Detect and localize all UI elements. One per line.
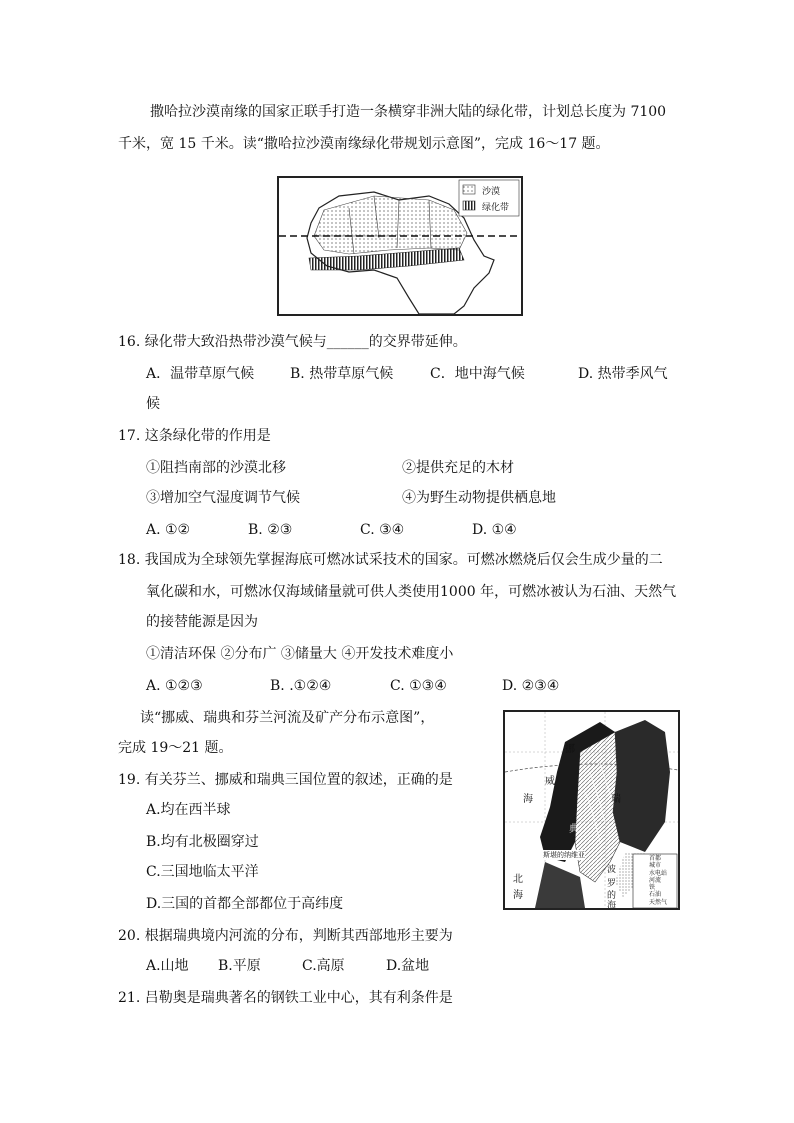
q20-option-b: B.平原: [218, 958, 261, 974]
q18-statements: ①清洁环保 ②分布广 ③储量大 ④开发技术难度小: [146, 646, 454, 662]
q17-option-d: D. ①④: [472, 522, 517, 538]
map2-label-norway-2: 威: [545, 776, 555, 787]
map2-label-sweden-2: 瑞: [611, 794, 621, 805]
q18-line-1: 18. 我国成为全球领先掌握海底可燃冰试采技术的国家。可燃冰燃烧后仅会生成少量的二: [118, 552, 663, 568]
q17-statement-2: ②提供充足的木材: [402, 460, 514, 476]
map2-label-baltic-3: 的: [607, 891, 617, 901]
q17-option-b: B. ②③: [248, 522, 293, 538]
q19-option-a: A.均在西半球: [146, 802, 231, 818]
q16-option-d-continued: 候: [146, 396, 160, 412]
map2-label-sweden-1: 典: [569, 824, 579, 835]
intro-line-2: 千米，宽 15 千米。读“撒哈拉沙漠南缘绿化带规划示意图”，完成 16～17 题。: [118, 136, 610, 152]
q17-stem: 17. 这条绿化带的作用是: [118, 428, 271, 444]
map2-label-baltic-1: 波: [607, 865, 617, 875]
nordic-rivers-minerals-map: [503, 710, 680, 910]
q18-option-c: C. ①③④: [390, 678, 447, 694]
map2-label-baltic-4: 海: [607, 901, 617, 910]
q17-option-a: A. ①②: [146, 522, 191, 538]
q18-option-a: A. ①②③: [146, 678, 203, 694]
legend-iron: 铁: [649, 884, 656, 892]
q16-option-a: A．温带草原气候: [146, 366, 255, 382]
q17-statement-1: ①阻挡南部的沙漠北移: [146, 460, 286, 476]
q19-option-c: C.三国地临太平洋: [146, 864, 259, 880]
legend-desert-label: 沙漠: [482, 187, 501, 197]
map2-legend: [649, 855, 667, 906]
map2-label-baltic-2: 罗: [607, 879, 617, 889]
intro2-line-2: 完成 19～21 题。: [118, 740, 233, 756]
q18-option-b: B. .①②④: [270, 678, 332, 694]
q17-statement-4: ④为野生动物提供栖息地: [402, 490, 556, 506]
legend-city: 城市: [649, 862, 662, 870]
q19-option-b: B.均有北极圈穿过: [146, 834, 259, 850]
map2-label-north-2: 海: [513, 890, 523, 901]
q20-stem: 20. 根据瑞典境内河流的分布，判断其西部地形主要为: [118, 928, 453, 944]
sahara-greenbelt-map: [277, 176, 523, 316]
q18-option-d: D. ②③④: [502, 678, 560, 694]
q16-option-d: D. 热带季风气: [578, 366, 668, 382]
map2-label-scandinavia: 斯堪的纳维亚: [543, 851, 585, 859]
q17-statement-3: ③增加空气湿度调节气候: [146, 490, 300, 506]
q16-option-b: B. 热带草原气候: [290, 366, 394, 382]
q20-option-c: C.高原: [302, 958, 345, 974]
legend-capital: 首都: [649, 855, 662, 862]
map2-label-north-1: 北: [513, 874, 523, 885]
q19-option-d: D.三国的首都全部都位于高纬度: [146, 896, 344, 912]
q18-line-2: 氧化碳和水，可燃冰仅海域储量就可供人类使用1000 年，可燃冰被认为石油、天然气: [146, 584, 677, 600]
q16-stem: 16. 绿化带大致沿热带沙漠气候与______的交界带延伸。: [118, 334, 467, 350]
map2-label-norway-1: 挪: [565, 744, 575, 755]
intro-line-1: 撒哈拉沙漠南缘的国家正联手打造一条横穿非洲大陆的绿化带，计划总长度为 7100: [150, 104, 667, 120]
intro2-line-1: 读“挪威、瑞典和芬兰河流及矿产分布示意图”，: [140, 710, 435, 726]
legend-hydropower: 水电站: [649, 869, 668, 877]
q21-stem: 21. 吕勒奥是瑞典著名的钢铁工业中心，其有利条件是: [118, 990, 453, 1006]
q18-line-3: 的接替能源是因为: [146, 614, 258, 630]
q19-stem: 19. 有关芬兰、挪威和瑞典三国位置的叙述，正确的是: [118, 772, 453, 788]
q17-option-c: C. ③④: [360, 522, 405, 538]
africa-map-graphic: [279, 178, 521, 314]
q16-option-c: C．地中海气候: [430, 366, 525, 382]
q20-option-d: D.盆地: [386, 958, 430, 974]
legend-oil: 石油: [649, 891, 662, 899]
map2-label-sea-1: 海: [523, 794, 533, 805]
map2-label-city: 高斯: [509, 841, 523, 849]
q20-option-a: A.山地: [146, 958, 189, 974]
legend-river: 河流: [649, 876, 662, 884]
legend-greenbelt-label: 绿化带: [482, 203, 510, 213]
legend-natural-gas: 天然气: [649, 898, 668, 906]
